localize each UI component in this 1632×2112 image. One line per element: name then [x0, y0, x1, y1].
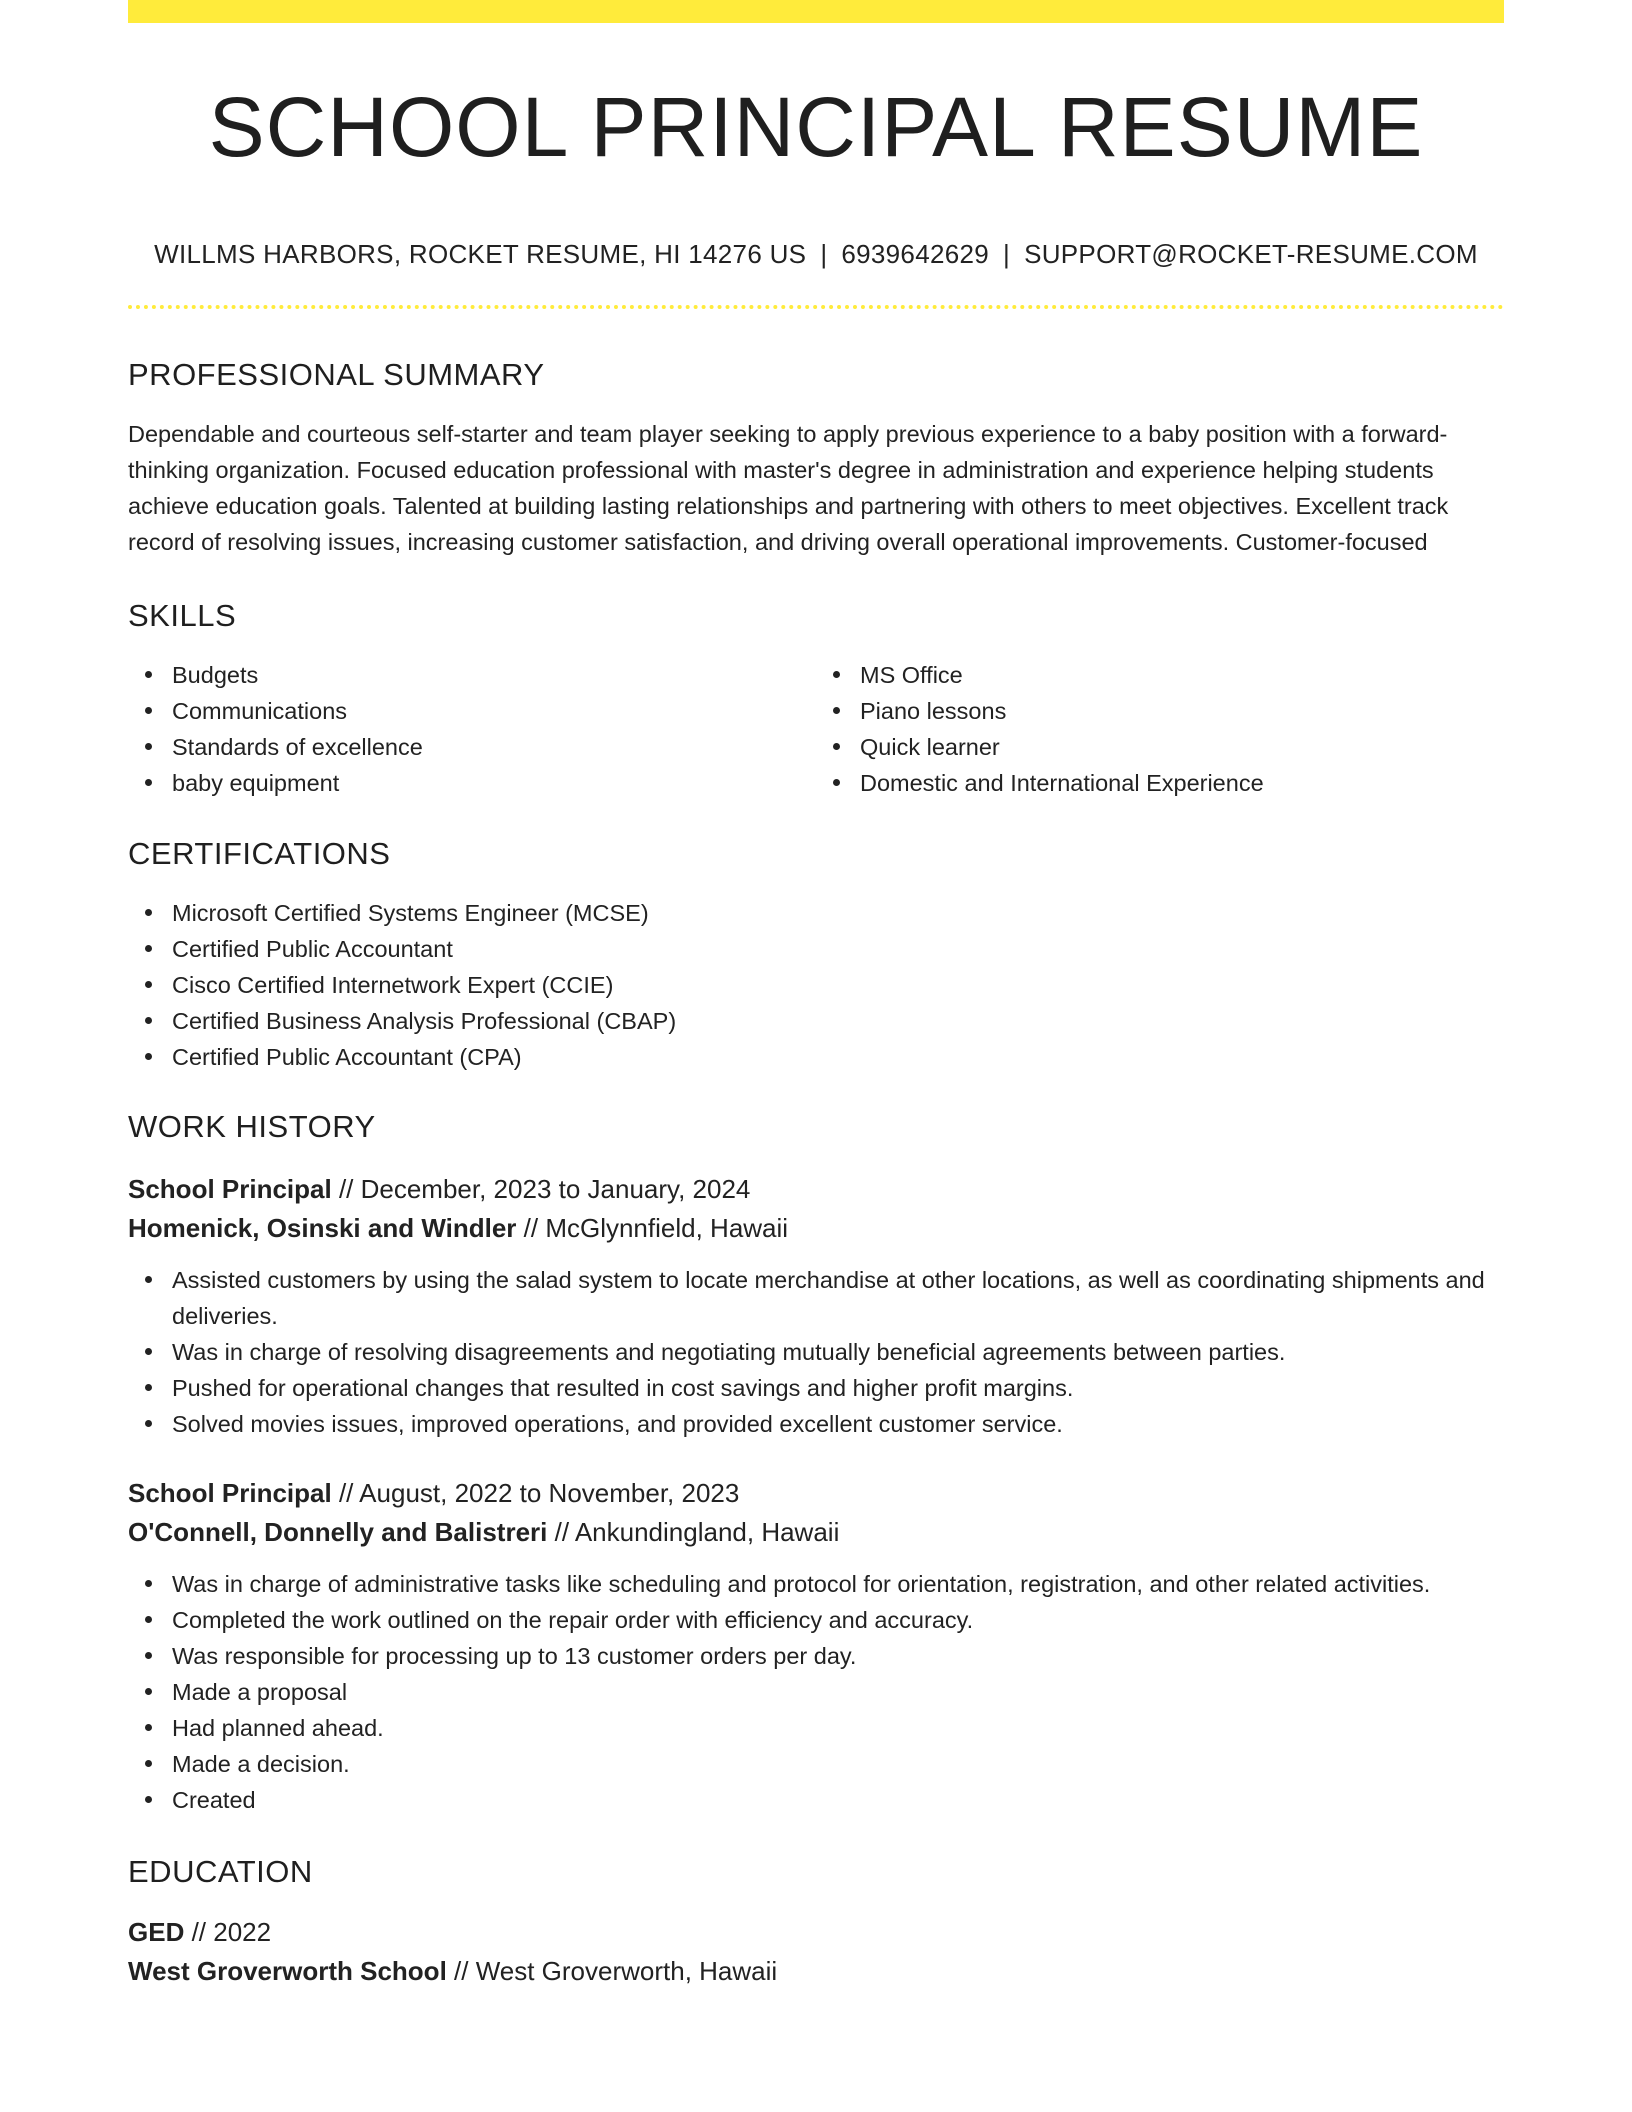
education-heading: EDUCATION [128, 1854, 313, 1889]
education-location: // West Groverworth, Hawaii [446, 1956, 778, 1986]
job-company-line [128, 1513, 1504, 1552]
list-item: Solved movies issues, improved operations, and provided excellent customer service. [128, 1406, 1504, 1442]
job-title: School Principal [128, 1174, 332, 1204]
summary-heading: PROFESSIONAL SUMMARY [128, 357, 545, 392]
contact-email: SUPPORT@ROCKET-RESUME.COM [1024, 239, 1478, 269]
job-bullets [128, 1262, 1504, 1442]
skills-columns [128, 657, 1504, 801]
list-item: Made a proposal [128, 1674, 1504, 1710]
job-bullets [128, 1566, 1504, 1818]
education-degree-line [128, 1913, 1504, 1952]
skills-section [128, 600, 1504, 801]
education-degree: GED [128, 1917, 185, 1947]
list-item: Had planned ahead. [128, 1710, 1504, 1746]
list-item: Quick learner [816, 729, 1504, 765]
list-item: Created [128, 1782, 1504, 1818]
list-item: Domestic and International Experience [816, 765, 1504, 801]
list-item: Certified Public Accountant (CPA) [128, 1039, 1504, 1075]
job-entry [128, 1474, 1504, 1818]
list-item: Standards of excellence [128, 729, 816, 765]
education-school: West Groverworth School [128, 1956, 447, 1986]
contact-address: WILLMS HARBORS, ROCKET RESUME, HI 14276 US [154, 239, 807, 269]
list-item: Budgets [128, 657, 816, 693]
list-item: Certified Public Accountant [128, 931, 1504, 967]
certifications-heading: CERTIFICATIONS [128, 836, 391, 871]
list-item: Pushed for operational changes that resulted in cost savings and higher profit margins. [128, 1370, 1504, 1406]
job-company: Homenick, Osinski and Windler [128, 1213, 517, 1243]
list-item: Completed the work outlined on the repair order with efficiency and accuracy. [128, 1602, 1504, 1638]
education-entry [128, 1913, 1504, 1991]
list-item: Certified Business Analysis Professional (CBAP) [128, 1003, 1504, 1039]
list-item: Was in charge of resolving disagreements and negotiating mutually beneficial agreements between parties. [128, 1334, 1504, 1370]
list-item: Was responsible for processing up to 13 customer orders per day. [128, 1638, 1504, 1674]
list-item: Piano lessons [816, 693, 1504, 729]
list-item: MS Office [816, 657, 1504, 693]
dotted-divider [128, 305, 1504, 309]
education-section [128, 1856, 1504, 1991]
job-title-line [128, 1474, 1504, 1513]
list-item: Microsoft Certified Systems Engineer (MCSE) [128, 895, 1504, 931]
job-title: School Principal [128, 1478, 332, 1508]
skills-list-right [816, 657, 1504, 801]
skills-list-left [128, 657, 816, 801]
education-school-line [128, 1952, 1504, 1991]
job-entry [128, 1170, 1504, 1442]
page-title: SCHOOL PRINCIPAL RESUME [208, 80, 1424, 174]
list-item: Communications [128, 693, 816, 729]
list-item: baby equipment [128, 765, 816, 801]
job-dates: // August, 2022 to November, 2023 [331, 1478, 740, 1508]
job-dates: // December, 2023 to January, 2024 [331, 1174, 751, 1204]
contact-separator: | [1003, 239, 1011, 269]
list-item: Assisted customers by using the salad system to locate merchandise at other locations, as well as coordinating shipments and deliveries. [128, 1262, 1504, 1334]
job-location: // Ankundingland, Hawaii [547, 1517, 840, 1547]
list-item: Made a decision. [128, 1746, 1504, 1782]
certifications-list [128, 895, 1504, 1075]
skills-heading: SKILLS [128, 598, 237, 633]
job-title-line [128, 1170, 1504, 1209]
summary-text: Dependable and courteous self-starter and team player seeking to apply previous experience to a baby position with a forward-thinking organization. Focused education professional with master's degree in administration and experience helping students achieve education goals. Talented at building lasting relationships and partnering with others to meet objectives. Excellent track record of resolving issues, increasing customer satisfaction, and driving overall operational improvements. Customer-focused [128, 421, 1449, 555]
list-item: Was in charge of administrative tasks like scheduling and protocol for orientation, registration, and other related activities. [128, 1566, 1504, 1602]
top-accent-bar [128, 0, 1504, 23]
certifications-section [128, 838, 1504, 1075]
contact-separator: | [820, 239, 828, 269]
work-history-heading: WORK HISTORY [128, 1109, 376, 1144]
list-item: Cisco Certified Internetwork Expert (CCIE) [128, 967, 1504, 1003]
job-company-line [128, 1209, 1504, 1248]
contact-phone: 6939642629 [841, 239, 989, 269]
contact-line [128, 241, 1504, 267]
education-year: // 2022 [184, 1917, 272, 1947]
resume-page [128, 0, 1504, 1991]
summary-section [128, 359, 1504, 560]
job-company: O'Connell, Donnelly and Balistreri [128, 1517, 548, 1547]
job-location: // McGlynnfield, Hawaii [516, 1213, 789, 1243]
work-history-section [128, 1111, 1504, 1818]
